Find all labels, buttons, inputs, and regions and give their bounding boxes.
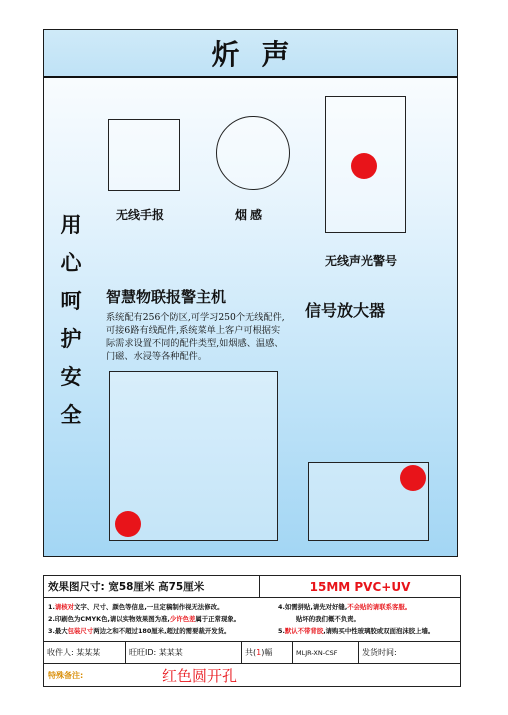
size-cell: 效果图尺寸: 宽58厘米 高75厘米	[44, 576, 260, 597]
wireless-button-label: 无线手报	[116, 208, 165, 222]
host-description: 系统配有256个防区,可学习250个无线配件,可接6路有线配件,系统菜单上客户可根据实际需求设置不同的配件类型,如烟感、温感、门磁、水浸等各种配件。	[106, 312, 285, 362]
remark-row	[44, 664, 460, 687]
smoke-detector-circle	[216, 116, 290, 190]
wireless-button-box	[108, 119, 180, 191]
slogan-char: 用	[60, 213, 82, 237]
note-1: 1.请核对文字、尺寸、颜色等信息,一旦定稿制作视无法修改。	[48, 603, 224, 611]
host-title: 智慧物联报警主机	[106, 288, 227, 306]
slogan-char: 安	[60, 365, 82, 389]
size-row	[44, 576, 460, 598]
remark-text: 红色圆开孔	[162, 667, 238, 685]
siren-box	[325, 96, 406, 233]
smoke-detector-label: 烟感	[235, 208, 266, 222]
info-table	[43, 575, 461, 687]
slogan-char: 护	[60, 327, 82, 351]
material-cell: 15MM PVC+UV	[309, 579, 411, 594]
slogan-char: 呵	[60, 289, 82, 313]
sign-title: 炘声	[211, 38, 312, 71]
wangwang-cell: 旺旺ID: 某某某	[126, 642, 242, 663]
siren-label: 无线声光警号	[325, 254, 398, 268]
note-3: 3.最大包装尺寸两边之和不超过180厘米,超过的需要裁开发货。	[48, 627, 231, 635]
code-cell: MLJR-XN-CSF	[293, 642, 359, 663]
count-cell: 共( 1 )幅	[242, 642, 293, 663]
note-4-continued: 贴坏的我们概不负责。	[296, 615, 360, 623]
note-5: 5.默认不带背胶,请购买中性玻璃胶或双面泡沫胶上墙。	[278, 627, 435, 635]
host-hole	[115, 511, 141, 537]
note-4: 4.如需拼贴,请先对好缝,不会贴的请联系客服。	[278, 603, 412, 611]
notes-row	[44, 598, 460, 642]
order-row	[44, 642, 460, 664]
siren-hole	[351, 153, 377, 179]
slogan-char: 全	[60, 403, 82, 427]
amplifier-hole	[400, 465, 426, 491]
host-box	[109, 371, 278, 541]
remark-label: 特殊备注:	[48, 671, 84, 680]
vertical-slogan	[58, 206, 84, 434]
amplifier-title: 信号放大器	[305, 301, 386, 320]
title-bar	[44, 30, 457, 78]
slogan-char: 心	[60, 251, 82, 275]
sign-panel	[43, 29, 458, 557]
ship-time-cell: 发货时间:	[362, 648, 397, 657]
amplifier-box	[308, 462, 429, 541]
note-2: 2.印刷色为CMYK色,请以实物效果图为准,少许色差属于正常现象。	[48, 615, 241, 623]
receiver-cell: 收件人: 某某某	[44, 642, 126, 663]
